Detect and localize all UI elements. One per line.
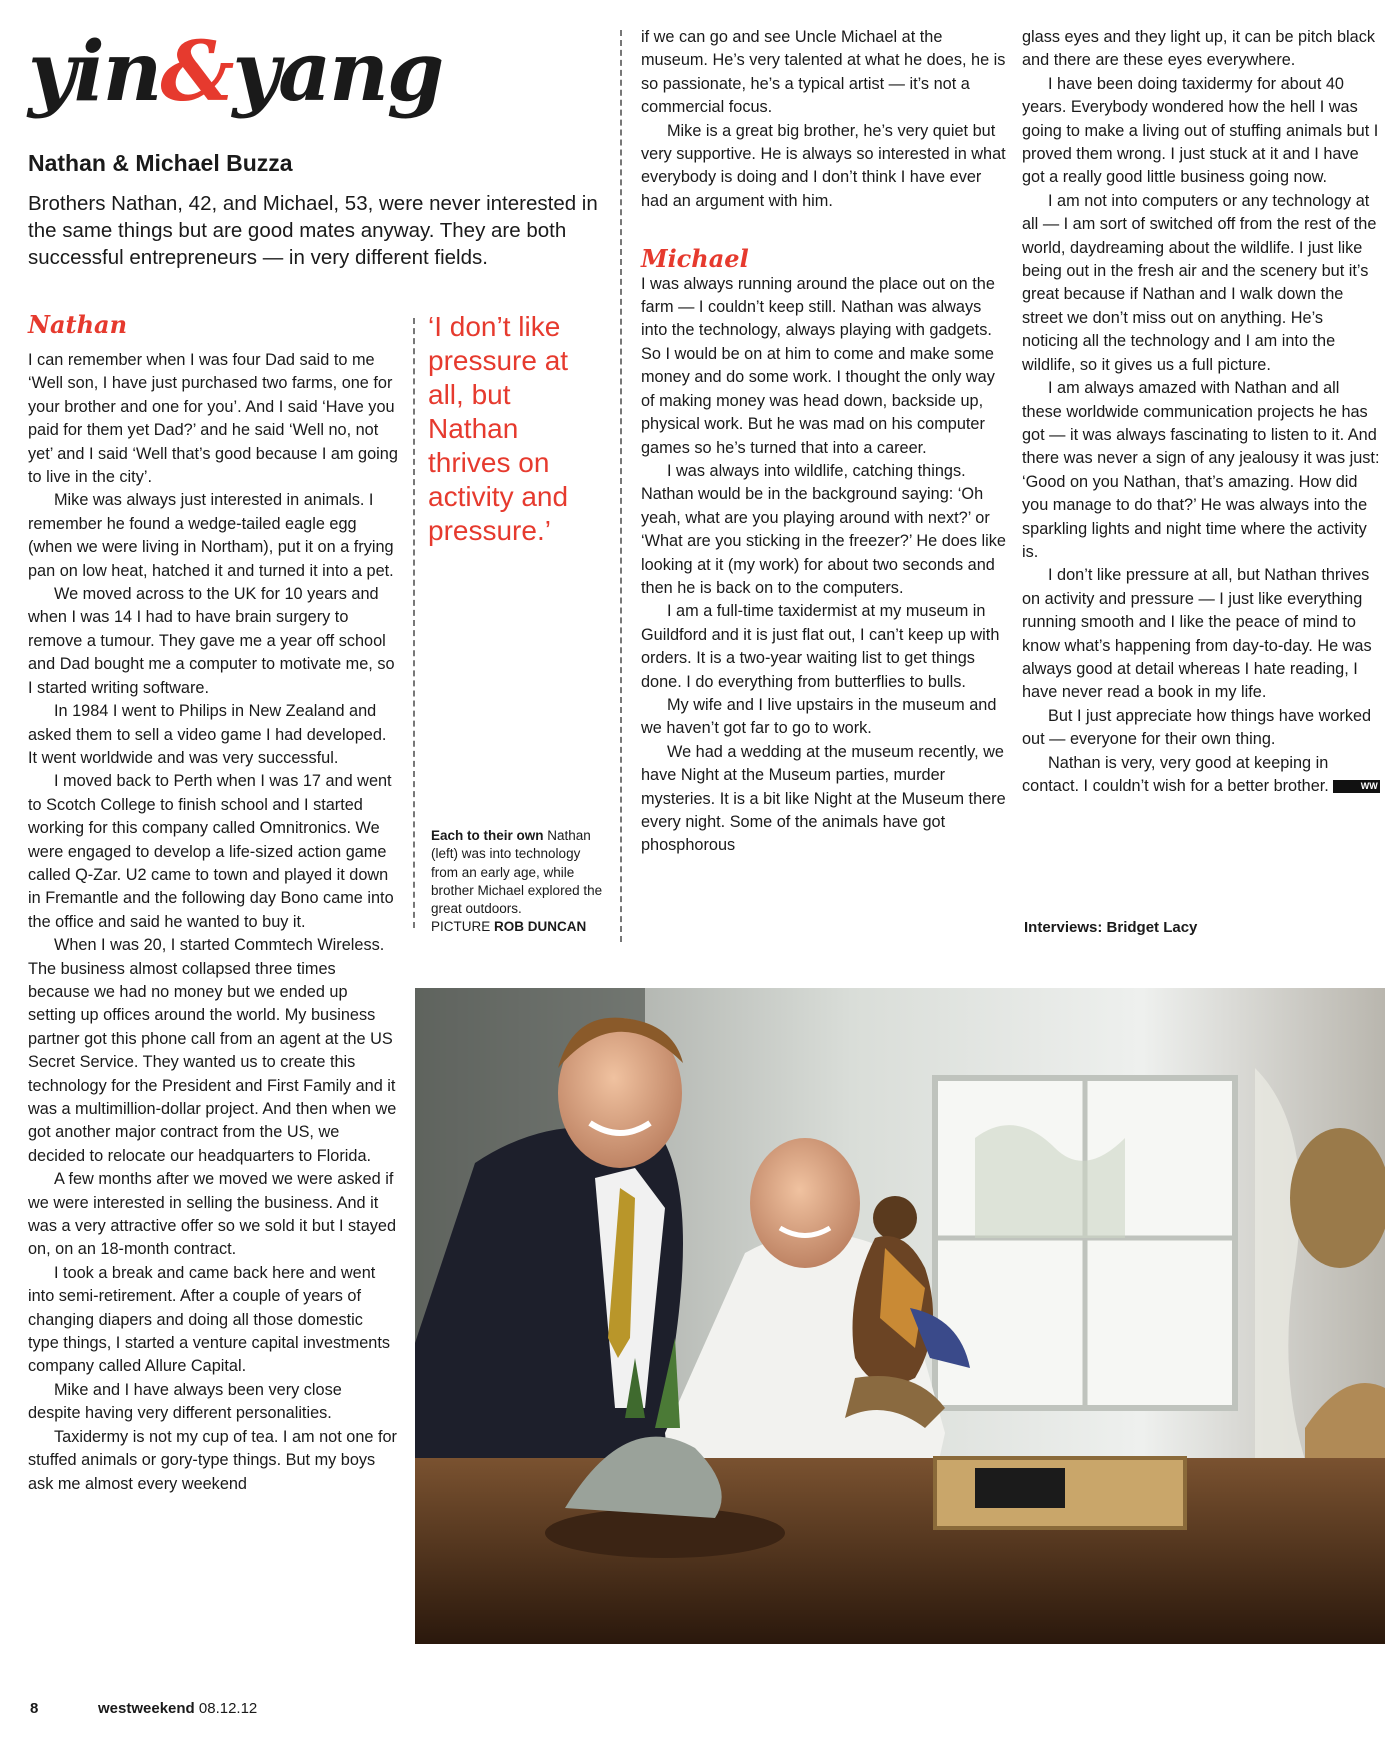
michael-paragraph: I am not into computers or any technology at all — I am sort of switched off from the rest of the world, daydreaming about the wildlife. I just like being out in the fresh air and the scenery but it’s great because if Nathan and I walk down the street we don’t miss out on anything. He’s noticing all the technology and I am into the wildlife, so it gives us a full picture. bbox=[1022, 191, 1377, 374]
michael-paragraph: I was always running around the place out on the farm — I couldn’t keep still. Nathan was always into the technology, always playing with gadgets. So I would be on at him to come and make some money and do some work. I thought the only way of making money was head down, backside up, physical work. But he was mad on his computer games so he’s turned that into a career. bbox=[641, 274, 995, 457]
michael-paragraph: I was always into wildlife, catching things. Nathan would be in the background saying: ‘Oh yeah, what are you playing around with next?’ or ‘What are you sticking in the freezer?’ He does like looking at it (my work) for about two seconds and then he is back on to the computers. bbox=[641, 461, 1006, 597]
nathan-paragraph: Mike and I have always been very close despite having very different personalities. bbox=[28, 1380, 342, 1423]
nathan-paragraph: Mike is a great big brother, he’s very quiet but very supportive. He is always so interested in what everybody is doing and I don’t think I have ever had an argument with him. bbox=[641, 121, 1006, 210]
section-logo bbox=[28, 22, 443, 122]
nathan-paragraph: Mike was always just interested in animals. I remember he found a wedge-tailed eagle egg (when we were living in Northam), put it on a frying pan on low heat, hatched it and turned it into a pet. bbox=[28, 491, 394, 580]
nathan-paragraph: When I was 20, I started Commtech Wireless. The business almost collapsed three times because we had no money but we ended up setting up offices around the world. My business partner got this phone call from an agent at the US Secret Service. They wanted us to create this technology for the President and First Family and it was a multimillion-dollar project. And then when we got another major contract from the US, we decided to relocate our headquarters to Florida. bbox=[28, 936, 397, 1165]
michael-paragraph: I am a full-time taxidermist at my museum in Guildford and it is just flat out, I can’t keep up with orders. It is a two-year waiting list to get things done. I do everything from butterflies to bulls. bbox=[641, 602, 1000, 691]
nathan-paragraph: I can remember when I was four Dad said to me ‘Well son, I have just purchased two farms, one for your brother and one for you’. And I said ‘Have you paid for them yet Dad?’ and he said ‘Well no, not yet’ and I said ‘Well that’s good because I am going to live in the city’. bbox=[28, 351, 398, 487]
article-headline: Nathan & Michael Buzza bbox=[28, 150, 293, 176]
article-photo bbox=[415, 988, 1385, 1644]
page-number: 8 bbox=[30, 1700, 39, 1717]
interview-byline: Interviews: Bridget Lacy bbox=[1024, 919, 1198, 936]
magazine-name: westweekend bbox=[98, 1700, 195, 1717]
michael-paragraph: I don’t like pressure at all, but Nathan thrives on activity and pressure — I just like everything running smooth and I like the peace of mind to know what’s happening from day-to-day. He was always good at detail whereas I hate reading, I have never read a book in my life. bbox=[1022, 566, 1372, 702]
logo-ampersand: & bbox=[160, 24, 233, 120]
caption-lead: Each to their own bbox=[431, 828, 544, 843]
nathan-heading: Nathan bbox=[28, 310, 128, 339]
caption-credit-label: PICTURE bbox=[431, 919, 491, 935]
brothers-photo-illustration bbox=[415, 988, 1385, 1644]
michael-paragraph: My wife and I live upstairs in the museum and we haven’t got far to go to work. bbox=[641, 695, 997, 738]
article-standfirst: Brothers Nathan, 42, and Michael, 53, were never interested in the same things but are good mates anyway. They are both successful entrepreneurs — in very different fields. bbox=[28, 192, 598, 269]
end-mark-icon: WW bbox=[1333, 780, 1380, 793]
logo-yin: yin bbox=[28, 24, 161, 120]
nathan-paragraph: if we can go and see Uncle Michael at the museum. He’s very talented at what he does, he is so passionate, he’s a typical artist — it’s not a commercial focus. bbox=[641, 28, 1006, 117]
nathan-paragraph: I took a break and came back here and went into semi-retirement. After a couple of years of changing diapers and doing all those domestic type things, I started a venture capital investments company called Allure Capital. bbox=[28, 1263, 390, 1376]
michael-paragraph: glass eyes and they light up, it can be pitch black and there are these eyes everywhere. bbox=[1022, 28, 1375, 70]
nathan-paragraph: We moved across to the UK for 10 years and when I was 14 I had to have brain surgery to remove a tumour. They gave me a year off school and Dad bought me a computer to motivate me, so I started writing software. bbox=[28, 585, 395, 697]
logo-yang: yang bbox=[232, 24, 443, 120]
michael-heading: Michael bbox=[641, 244, 749, 274]
closing-sentence: Nathan is very, very good at keeping in contact. I couldn’t wish for a better brother. bbox=[1022, 753, 1329, 795]
michael-paragraph bbox=[1022, 752, 1382, 799]
michael-paragraph: I have been doing taxidermy for about 40 years. Everybody wondered how the hell I was going to make a living out of stuffing animals but I proved them wrong. I just stuck at it and I have got a really good little business going now. bbox=[1022, 74, 1379, 187]
caption-credit-name: ROB DUNCAN bbox=[494, 919, 587, 935]
nathan-paragraph: A few months after we moved we were asked if we were interested in selling the business. And it was a very attractive offer so we sold it but I stayed on, on an 18-month contract. bbox=[28, 1170, 397, 1259]
michael-paragraph: We had a wedding at the museum recently, we have Night at the Museum parties, murder mysteries. It is a bit like Night at the Museum there every night. Some of the animals have got phosphorous bbox=[641, 742, 1006, 855]
column-divider bbox=[413, 318, 415, 928]
nathan-paragraph: Taxidermy is not my cup of tea. I am not one for stuffed animals or gory-type things. But my boys ask me almost every weekend bbox=[28, 1427, 397, 1493]
michael-paragraph: But I just appreciate how things have worked out — everyone for their own thing. bbox=[1022, 706, 1372, 749]
pull-quote: ‘I don’t like pressure at all, but Nathan thrives on activity and pressure.’ bbox=[428, 311, 569, 546]
michael-paragraph: I am always amazed with Nathan and all these worldwide communication projects he has got — it was always fascinating to listen to it. And there was never a sign of any jealousy it was just: ‘Good on you Nathan, that’s amazing. How did you manage to do that?’ He was always into the sparkling lights and night time where the activity is. bbox=[1022, 379, 1380, 561]
right-column bbox=[1022, 26, 1382, 798]
caption-text: Nathan (left) was into technology from an early age, while brother Michael explored the great outdoors. bbox=[431, 828, 603, 917]
issue-date: 08.12.12 bbox=[198, 1700, 258, 1717]
middle-column bbox=[641, 26, 1006, 858]
nathan-column bbox=[28, 349, 398, 1496]
photo-caption bbox=[431, 827, 609, 937]
magazine-footer bbox=[98, 1700, 257, 1717]
column-divider bbox=[620, 30, 622, 942]
nathan-paragraph: In 1984 I went to Philips in New Zealand and asked them to sell a video game I had developed. It went worldwide and was very successful. bbox=[28, 702, 387, 767]
nathan-paragraph: I moved back to Perth when I was 17 and went to Scotch College to finish school and I started working for this company called Omnitronics. We were engaged to develop a life-sized action game called Q-Zar. U2 came to town and played it down in Fremantle and the following day Bono came into the office and said he wanted to buy it. bbox=[28, 772, 394, 931]
